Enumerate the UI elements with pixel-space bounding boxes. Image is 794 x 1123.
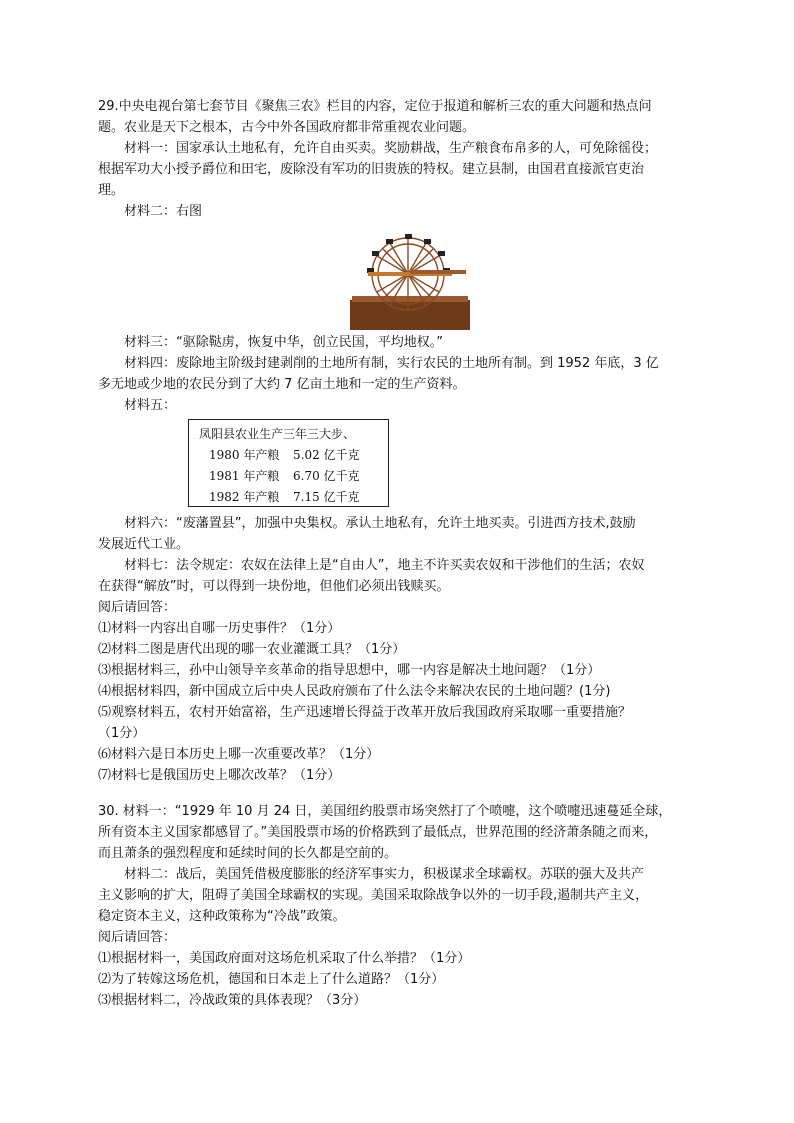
q29-prompt: 阅后请回答： [98, 600, 177, 615]
q29-material-6-line-2: 发展近代工业。 [98, 537, 190, 552]
q29-material-5: 材料五： [124, 398, 177, 413]
document-page [98, 96, 702, 1011]
yield-value: 7.15 亿千克 [293, 490, 360, 504]
q29-material-6: 材料六：“废藩置县”，加强中央集权。承认土地私有，允许土地买卖。引进西方技术,鼓励 [124, 516, 636, 531]
q30-material-2: 材料二：战后，美国凭借极度膨胀的经济军事实力，积极谋求全球霸权。苏联的强大及共产 [124, 867, 645, 882]
q29-intro-2: 题。农业是天下之根本，古今中外各国政府都非常重视农业问题。 [98, 120, 476, 135]
q30-material-1: 30. 材料一：“1929 年 10 月 24 日，美国纽约股票市场突然打了个喷嚏，这个喷嚏迅速蔓延全球， [98, 804, 672, 819]
q29-material-1: 材料一：国家承认土地私有，允许自由买卖。奖励耕战，生产粮食布帛多的人，可免除徭役； [124, 141, 658, 156]
yield-row [199, 466, 388, 487]
q29-question: （1分） [98, 726, 146, 741]
q30-question: ⑶根据材料二，冷战政策的具体表现？（3分） [98, 993, 367, 1008]
q29-intro: 29.中央电视台第七套节目《聚焦三农》栏目的内容，定位于报道和解析三农的重大问题和热点问 [98, 99, 652, 114]
q29-question: ⑹材料六是日本历史上哪一次重要改革？（1分） [98, 747, 380, 762]
q29-material-7: 材料七：法令规定：农奴在法律上是“自由人”，地主不许买卖农奴和干涉他们的生活；农奴 [124, 558, 645, 573]
figure-area [98, 222, 702, 332]
q29-question: ⑸观察材料五，农村开始富裕，生产迅速增长得益于改革开放后我国政府采取哪一重要措施？ [98, 705, 632, 720]
q29-question: ⑵材料二图是唐代出现的哪一农业灌溉工具？（1分） [98, 642, 406, 657]
yield-table-title: 凤阳县农业生产三年三大步、 [199, 427, 356, 441]
yield-value: 6.70 亿千克 [293, 469, 360, 483]
q29-material-4: 材料四：废除地主阶级封建剥削的土地所有制，实行农民的土地所有制。到 1952 年底，3 亿 [124, 356, 659, 371]
yield-year: 1980 年产粮 [209, 448, 280, 462]
q29-question: ⑴材料一内容出自哪一历史事件？（1分） [98, 621, 341, 636]
yield-year: 1981 年产粮 [209, 469, 280, 483]
q30-material-2-line-2: 主义影响的扩大，阻碍了美国全球霸权的实现。美国采取除战争以外的一切手段,遏制共产主义， [98, 888, 649, 903]
q29-material-4-line-2: 多无地或少地的农民分到了大约 7 亿亩土地和一定的生产资料。 [98, 377, 466, 392]
yield-year: 1982 年产粮 [209, 490, 280, 504]
q30-material-1-line-3: 而且萧条的强烈程度和延续时间的长久都是空前的。 [98, 846, 398, 861]
yield-row [199, 487, 388, 508]
yield-row [199, 445, 388, 466]
yield-table [188, 419, 389, 507]
q30-question: ⑴根据材料一，美国政府面对这场危机采取了什么举措？（1分） [98, 951, 471, 966]
water-wheel-icon [350, 230, 470, 330]
q29-question: ⑶根据材料三，孙中山领导辛亥革命的指导思想中，哪一内容是解决土地问题？（1分） [98, 663, 601, 678]
q30-prompt: 阅后请回答： [98, 930, 177, 945]
q29-material-3: 材料三：“驱除鞑虏，恢复中华，创立民国，平均地权。” [124, 335, 443, 350]
q29-question: ⑷根据材料四，新中国成立后中央人民政府颁布了什么法令来解决农民的土地问题？(1分) [98, 684, 611, 699]
q29-material-1-line-2: 根据军功大小授予爵位和田宅，废除没有军功的旧贵族的特权。建立县制，由国君直接派官吏治 [98, 162, 645, 177]
q30-material-1-line-2: 所有资本主义国家都感冒了。”美国股票市场的价格跌到了最低点，世界范围的经济萧条随之而来， [98, 825, 658, 840]
q29-material-1-line-3: 理。 [98, 183, 125, 198]
q29-material-7-line-2: 在获得“解放”时，可以得到一块份地，但他们必须出钱赎买。 [98, 579, 450, 594]
q29-material-2: 材料二：右图 [124, 204, 203, 219]
q30-question: ⑵为了转嫁这场危机，德国和日本走上了什么道路？（1分） [98, 972, 445, 987]
yield-value: 5.02 亿千克 [293, 448, 360, 462]
q30-material-2-line-3: 稳定资本主义，这种政策称为“冷战”政策。 [98, 909, 346, 924]
q29-question: ⑺材料七是俄国历史上哪次改革？（1分） [98, 768, 341, 783]
